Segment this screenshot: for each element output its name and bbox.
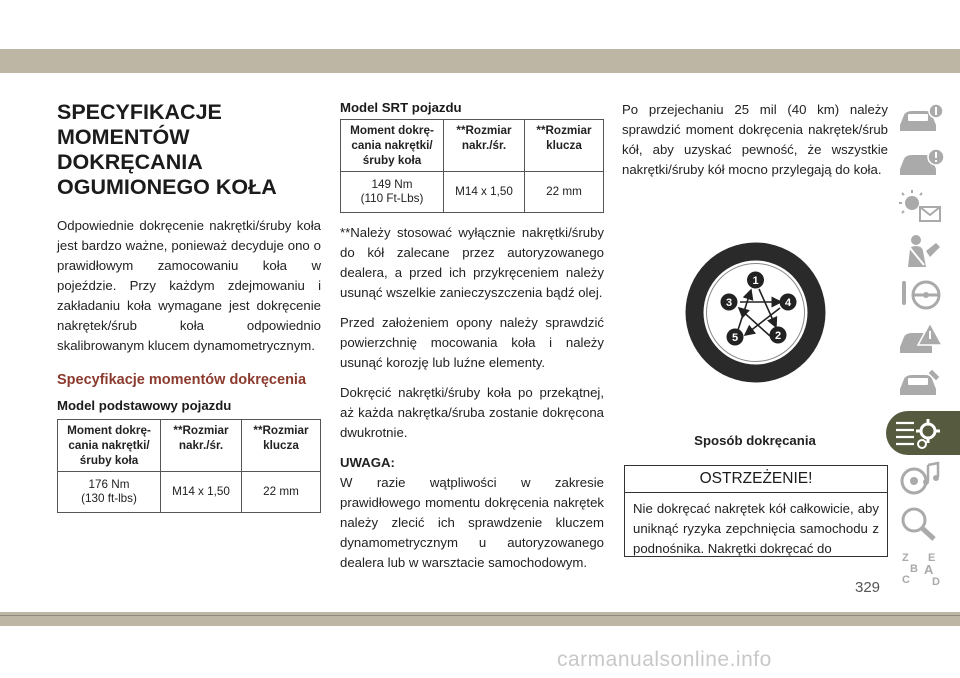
warning-box [624, 465, 888, 557]
lug-1-label: 1 [752, 275, 759, 287]
warning-title: OSTRZEŻENIE! [625, 466, 887, 493]
sidebar-tab-seatbelt[interactable] [888, 229, 960, 273]
page-number: 329 [855, 579, 881, 596]
sidebar-tab-car-alert[interactable] [888, 141, 960, 185]
index-letter-a: A [924, 562, 934, 577]
title-line-1: SPECYFIKACJE [57, 100, 222, 124]
sidebar-tab-car-info[interactable] [888, 97, 960, 141]
subsection-title: Specyfikacje momentów dokręcenia [57, 372, 307, 388]
cell-wrench-size: 22 mm [242, 472, 321, 513]
seatbelt-icon [896, 233, 944, 269]
cell-torque: 176 Nm (130 ft-lbs) [58, 472, 161, 513]
index-letter-b: B [910, 563, 918, 575]
warning-car-icon [896, 321, 944, 357]
after-driving-paragraph: Po przejechaniu 25 mil (40 km) należy sprawdzić moment dokręcenia nakrętek/śrub kół, aby uzyskać pewność, że wszystkie nakrętki/śruby kół mocno przylegają do koła. [622, 102, 888, 177]
car-info-icon [896, 101, 944, 137]
sun-mail-icon [896, 189, 944, 225]
intro-paragraph: Odpowiednie dokręcenie nakrętki/śruby koła jest bardzo ważne, ponieważ decyduje ono o prawidłowym zamocowaniu koła w pojeździe. Przy każdym zdejmowaniu i zakładaniu koła wymagane jest dokręcenie nakrętek/śrub koła odpowiednio skalibrowanym klucem dynamometrycznym. [57, 218, 321, 353]
srt-model-title: Model SRT pojazdu [340, 100, 462, 115]
header-nut-size: **Rozmiar nakr./śr. [444, 120, 525, 172]
header-wrench-size: **Rozmiar klucza [525, 120, 604, 172]
lug-5-label: 5 [731, 332, 739, 344]
header-band [0, 0, 960, 73]
footer-line [0, 615, 960, 616]
cell-torque: 149 Nm (110 Ft-Lbs) [341, 172, 444, 213]
search-icon [896, 505, 944, 541]
multimedia-icon [896, 461, 944, 497]
table-header-row [341, 120, 604, 172]
header-stripe [0, 49, 960, 73]
lug-4-label: 4 [784, 297, 792, 309]
cell-nut-size: M14 x 1,50 [444, 172, 525, 213]
section-title [57, 100, 321, 200]
sidebar-tab-multimedia[interactable] [888, 457, 960, 501]
header-wrench-size: **Rozmiar klucza [242, 420, 321, 472]
header-torque: Moment dokrę-cania nakrętki/śruby koła [58, 420, 161, 472]
base-model-title: Model podstawowy pojazdu [57, 398, 232, 413]
sidebar-tab-search[interactable] [888, 501, 960, 545]
caution-note [340, 453, 604, 573]
caution-label: UWAGA: [340, 455, 395, 470]
index-letter-z: Z [902, 552, 909, 564]
table-row [341, 172, 604, 213]
sidebar-tab-specs[interactable] [886, 411, 960, 455]
column-left [57, 100, 321, 513]
cell-wrench-size: 22 mm [525, 172, 604, 213]
tightening-sequence-diagram [683, 240, 828, 385]
column-middle [340, 100, 604, 573]
base-model-table [57, 419, 321, 513]
index-letter-c: C [902, 574, 910, 586]
figure-caption: Sposób dokręcania [694, 433, 816, 448]
car-service-icon [896, 365, 944, 401]
caution-text: W razie wątpliwości w zakresie prawidłowego momentu dokręcenia nakrętek należy zlecić ich sprawdzenie kluczem dynamometrycznym u autoryzowanego dealera lub w warsztacie samochodowym. [340, 475, 604, 570]
cell-nut-size: M14 x 1,50 [161, 472, 242, 513]
sidebar-tab-index[interactable] [888, 545, 960, 589]
index-az-icon [896, 549, 944, 589]
header-torque: Moment dokrę-cania nakrętki/śruby koła [341, 120, 444, 172]
title-line-2: MOMENTÓW DOKRĘCANIA [57, 125, 203, 174]
header-nut-size: **Rozmiar nakr./śr. [161, 420, 242, 472]
sidebar-tab-sun-mail[interactable] [888, 185, 960, 229]
check-surface-paragraph: Przed założeniem opony należy sprawdzić powierzchnię mocowania koła i należy usunąć korozję lub luźne elementy. [340, 315, 604, 370]
sidebar-tab-steering[interactable] [888, 273, 960, 317]
column-right [622, 100, 888, 180]
lug-3-label: 3 [725, 297, 733, 309]
tighten-pattern-paragraph: Dokręcić nakrętki/śruby koła po przekątnej, aż każda nakrętka/śruba zostanie dokręcona dwukrotnie. [340, 385, 604, 440]
title-line-3: OGUMIONEGO KOŁA [57, 175, 277, 199]
watermark: carmanualsonline.info [557, 648, 772, 671]
steering-wheel-icon [896, 277, 944, 313]
sidebar-tab-car-service[interactable] [888, 361, 960, 405]
warning-text: Nie dokręcać nakrętek kół całkowicie, aby uniknąć ryzyka zepchnięcia samochodu z podnośnika. Nakrętki dokręcać do [633, 501, 879, 556]
index-letter-e: E [928, 552, 936, 564]
index-letter-d: D [932, 576, 940, 588]
srt-model-table [340, 119, 604, 213]
lug-2-label: 2 [774, 330, 782, 342]
table-row [58, 472, 321, 513]
table-header-row [58, 420, 321, 472]
wheel-figure [683, 240, 828, 385]
footnote-paragraph: **Należy stosować wyłącznie nakrętki/śruby do kół zalecane przez autoryzowanego dealera, a przed ich przykręceniem należy usunąć wszelkie zanieczyszczenia bądź olej. [340, 225, 604, 300]
specs-gear-icon [894, 415, 946, 451]
sidebar-tab-warning-car[interactable] [888, 317, 960, 361]
footer-band [0, 612, 960, 626]
car-alert-icon [896, 145, 944, 181]
